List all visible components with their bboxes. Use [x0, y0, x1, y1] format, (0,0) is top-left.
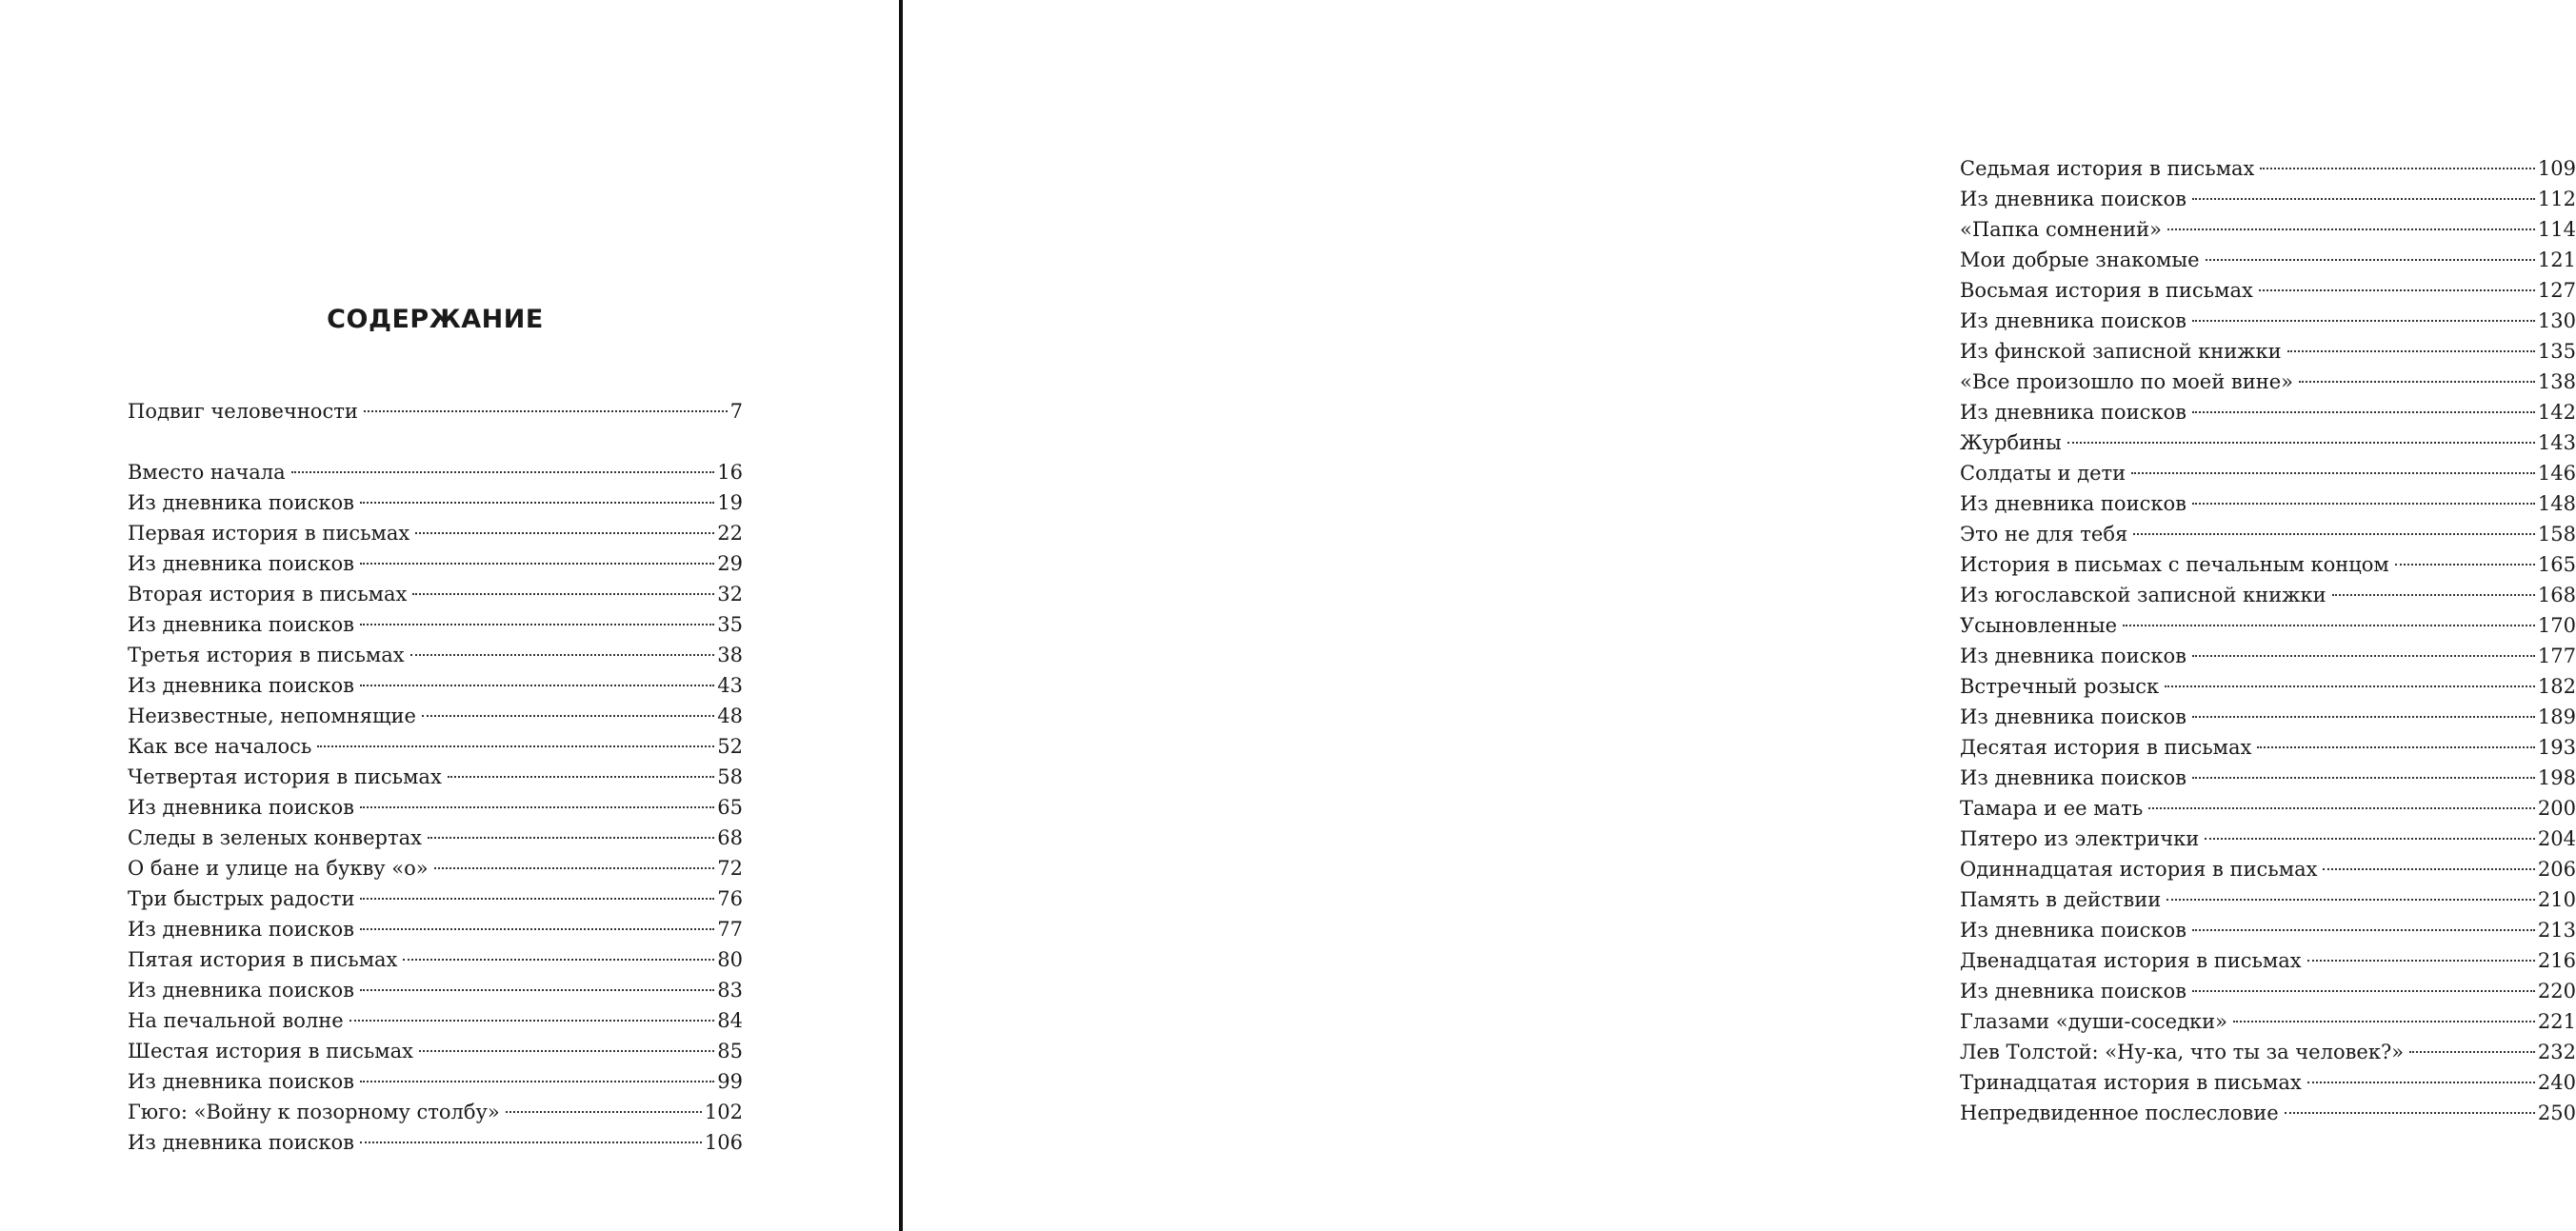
toc-entry [1960, 763, 2576, 793]
toc-entry-title: Солдаты и дети [1960, 462, 2127, 485]
toc-entry [1960, 397, 2576, 427]
toc-entry-title: Из дневника поисков [1960, 401, 2187, 424]
toc-entry-title: Восьмая история в письмах [1960, 279, 2253, 302]
toc-entry-title: Двенадцатая история в письмах [1960, 949, 2302, 972]
toc-entry [128, 457, 743, 487]
dot-leader [2192, 503, 2535, 505]
toc-entry-page-number: 189 [2537, 705, 2576, 728]
dot-leader [412, 593, 714, 595]
toc-entry [128, 487, 743, 518]
toc-entry [1960, 1006, 2576, 1037]
dot-leader [2067, 442, 2535, 444]
toc-entry-page-number: 240 [2537, 1071, 2576, 1094]
toc-entry [128, 1066, 743, 1097]
toc-entry-title: Лев Толстой: «Ну-ка, что ты за человек?» [1960, 1041, 2405, 1063]
toc-entry-page-number: 99 [717, 1070, 743, 1093]
toc-entry-page-number: 106 [704, 1131, 743, 1154]
dot-leader [2192, 655, 2535, 657]
toc-entry-page-number: 43 [717, 674, 743, 697]
dot-leader [2395, 564, 2535, 566]
toc-entry-title: Пятеро из электрички [1960, 827, 2200, 850]
toc-entry-page-number: 127 [2537, 279, 2576, 302]
toc-entry-page-number: 76 [717, 887, 743, 910]
toc-entry-title: Из дневника поисков [1960, 980, 2187, 1003]
toc-entry-page-number: 121 [2537, 248, 2576, 271]
dot-leader [403, 959, 714, 961]
toc-entry [128, 670, 743, 701]
toc-entry-page-number: 210 [2537, 888, 2576, 911]
toc-entry [128, 1097, 743, 1127]
toc-entry-page-number: 232 [2537, 1041, 2576, 1063]
dot-leader [2192, 320, 2535, 322]
toc-entry [128, 1005, 743, 1036]
toc-entry [128, 884, 743, 914]
dot-leader [2192, 990, 2535, 992]
dot-leader [419, 1050, 714, 1052]
dot-leader [360, 1142, 702, 1143]
toc-entry-page-number: 112 [2537, 188, 2576, 210]
toc-entry-title: Из дневника поисков [1960, 188, 2187, 210]
dot-leader [2205, 838, 2535, 840]
toc-entry [1960, 945, 2576, 976]
dot-leader [428, 837, 714, 839]
toc-entry-title: Вторая история в письмах [128, 583, 408, 606]
toc-entry-page-number: 58 [717, 765, 743, 788]
toc-entry-page-number: 7 [729, 400, 743, 423]
toc-entry-title: Из дневника поисков [128, 613, 354, 636]
toc-entry-title: Усыновленные [1960, 614, 2118, 637]
dot-leader [448, 776, 714, 778]
toc-entry-page-number: 213 [2537, 919, 2576, 942]
toc-entry-page-number: 168 [2537, 584, 2576, 606]
toc-entry-title: Из дневника поисков [1960, 645, 2187, 667]
toc-entry-page-number: 158 [2537, 523, 2576, 546]
dot-leader [2287, 350, 2535, 352]
dot-leader [360, 624, 714, 625]
dot-leader [2257, 746, 2535, 748]
toc-entry-page-number: 83 [717, 979, 743, 1002]
toc-entry [1960, 732, 2576, 763]
toc-entry-title: Как все началось [128, 735, 312, 758]
toc-entry [128, 609, 743, 640]
toc-entry-title: Из дневника поисков [1960, 492, 2187, 515]
toc-entry-page-number: 32 [717, 583, 743, 606]
toc-entry-title: Из югославской записной книжки [1960, 584, 2326, 606]
dot-leader [360, 898, 714, 900]
toc-entry [1960, 610, 2576, 641]
toc-entry-page-number: 38 [717, 644, 743, 666]
toc-left-group-2 [128, 457, 743, 1158]
toc-entry-title: Непредвиденное послесловие [1960, 1102, 2279, 1124]
toc-entry-page-number: 29 [717, 552, 743, 575]
dot-leader [291, 471, 715, 473]
toc-entry [1960, 976, 2576, 1006]
dot-leader [2123, 625, 2535, 626]
toc-entry-page-number: 148 [2537, 492, 2576, 515]
toc-entry [128, 914, 743, 944]
toc-entry-title: Вместо начала [128, 461, 286, 484]
dot-leader [2299, 381, 2535, 383]
right-page [903, 0, 2576, 1231]
toc-entry-page-number: 84 [717, 1009, 743, 1032]
dot-leader [360, 502, 714, 504]
toc-entry-title: Тринадцатая история в письмах [1960, 1071, 2302, 1094]
toc-entry [1960, 884, 2576, 915]
dot-leader [2285, 1112, 2535, 1114]
toc-entry [1960, 427, 2576, 458]
toc-entry-page-number: 16 [717, 461, 743, 484]
dot-leader [2233, 1021, 2535, 1023]
dot-leader [360, 989, 714, 991]
dot-leader [2192, 929, 2535, 931]
toc-entry [128, 701, 743, 731]
toc-entry-title: Три быстрых радости [128, 887, 355, 910]
toc-entry [1960, 702, 2576, 732]
dot-leader [2192, 411, 2535, 413]
toc-entry [1960, 793, 2576, 824]
toc-entry [1960, 367, 2576, 397]
toc-entry-page-number: 22 [717, 522, 743, 545]
toc-entry-page-number: 48 [717, 705, 743, 727]
toc-entry [128, 579, 743, 609]
dot-leader [360, 928, 714, 930]
toc-entry-title: Следы в зеленых конвертах [128, 826, 422, 849]
toc-entry [1960, 214, 2576, 245]
toc-entry [128, 548, 743, 579]
toc-entry-page-number: 77 [717, 918, 743, 941]
toc-entry-title: Гюго: «Войну к позорному столбу» [128, 1101, 500, 1123]
toc-entry [1960, 671, 2576, 702]
dot-leader [2133, 533, 2535, 535]
toc-entry [128, 762, 743, 792]
toc-entry [1960, 245, 2576, 275]
toc-entry-page-number: 109 [2537, 157, 2576, 180]
dot-leader [415, 532, 714, 534]
dot-leader [2409, 1051, 2535, 1053]
dot-leader [2206, 259, 2535, 261]
dot-leader [2259, 289, 2535, 291]
toc-entry-title: Из дневника поисков [128, 674, 354, 697]
toc-entry [128, 944, 743, 975]
toc-entry-page-number: 102 [704, 1101, 743, 1123]
dot-leader [410, 654, 715, 656]
toc-entry-title: Четвертая история в письмах [128, 765, 442, 788]
dot-leader [317, 745, 714, 747]
dot-leader [349, 1020, 715, 1022]
toc-entry-page-number: 177 [2537, 645, 2576, 667]
toc-entry-page-number: 204 [2537, 827, 2576, 850]
toc-entry-title: Из дневника поисков [128, 1070, 354, 1093]
toc-entry-title: Из дневника поисков [1960, 766, 2187, 789]
toc-entry [128, 1127, 743, 1158]
toc-entry [1960, 184, 2576, 214]
toc-entry-page-number: 170 [2537, 614, 2576, 637]
toc-entry-page-number: 182 [2537, 675, 2576, 698]
toc-entry-title: О бане и улице на букву «о» [128, 857, 429, 880]
toc-entry [1960, 488, 2576, 519]
toc-entry-title: Третья история в письмах [128, 644, 405, 666]
dot-leader [434, 867, 715, 869]
toc-entry-title: Одиннадцатая история в письмах [1960, 858, 2318, 881]
toc-entry [1960, 854, 2576, 884]
toc-entry [1960, 641, 2576, 671]
toc-entry [1960, 458, 2576, 488]
toc-entry-page-number: 206 [2537, 858, 2576, 881]
toc-entry-title: Это не для тебя [1960, 523, 2128, 546]
toc-entry-page-number: 52 [717, 735, 743, 758]
toc-entry [1960, 549, 2576, 580]
toc-entry-title: Тамара и ее мать [1960, 797, 2144, 820]
toc-entry-page-number: 220 [2537, 980, 2576, 1003]
toc-entry-page-number: 85 [717, 1040, 743, 1062]
dot-leader [360, 685, 714, 686]
toc-entry-title: Первая история в письмах [128, 522, 410, 545]
toc-entry-title: Неизвестные, непомнящие [128, 705, 416, 727]
dot-leader [2260, 168, 2535, 169]
toc-entry-title: Из финской записной книжки [1960, 340, 2282, 363]
toc-entry-page-number: 72 [717, 857, 743, 880]
toc-entry-page-number: 200 [2537, 797, 2576, 820]
toc-entry-page-number: 250 [2537, 1102, 2576, 1124]
toc-entry-title: Шестая история в письмах [128, 1040, 413, 1062]
left-page [0, 0, 899, 1231]
toc-entry [1960, 153, 2576, 184]
toc-entry-title: Из дневника поисков [1960, 705, 2187, 728]
dot-leader [2167, 899, 2535, 901]
dot-leader [2323, 868, 2534, 870]
toc-entry [1960, 915, 2576, 945]
toc-entry-page-number: 19 [717, 491, 743, 514]
dot-leader [2192, 716, 2535, 718]
toc-entry-title: Пятая история в письмах [128, 948, 398, 971]
toc-entry-title: Из дневника поисков [128, 918, 354, 941]
toc-entry [1960, 275, 2576, 306]
toc-entry-title: Из дневника поисков [1960, 309, 2187, 332]
toc-entry-title: Из дневника поисков [128, 491, 354, 514]
toc-entry-page-number: 80 [717, 948, 743, 971]
toc-entry [1960, 1037, 2576, 1067]
toc-entry-page-number: 68 [717, 826, 743, 849]
toc-entry-page-number: 143 [2537, 431, 2576, 454]
toc-entry [128, 1036, 743, 1066]
toc-entry-page-number: 193 [2537, 736, 2576, 759]
dot-leader [2307, 960, 2535, 962]
dot-leader [2167, 228, 2535, 230]
toc-entry-title: Из дневника поисков [128, 796, 354, 819]
toc-entry-page-number: 135 [2537, 340, 2576, 363]
toc-entry [1960, 1067, 2576, 1098]
toc-entry-page-number: 130 [2537, 309, 2576, 332]
toc-entry-title: Из дневника поисков [128, 979, 354, 1002]
toc-right-list [1960, 153, 2576, 1128]
toc-entry-title: История в письмах с печальным концом [1960, 553, 2389, 576]
toc-entry-page-number: 216 [2537, 949, 2576, 972]
dot-leader [2148, 807, 2535, 809]
toc-entry-page-number: 114 [2537, 218, 2576, 241]
toc-entry-page-number: 165 [2537, 553, 2576, 576]
toc-entry-title: Седьмая история в письмах [1960, 157, 2255, 180]
toc-entry [128, 518, 743, 548]
dot-leader [2332, 594, 2535, 596]
toc-entry [128, 823, 743, 853]
toc-entry [128, 792, 743, 823]
toc-entry-title: Из дневника поисков [128, 1131, 354, 1154]
toc-entry-title: «Папка сомнений» [1960, 218, 2162, 241]
toc-entry-page-number: 142 [2537, 401, 2576, 424]
toc-heading: СОДЕРЖАНИЕ [327, 305, 544, 334]
dot-leader [360, 563, 714, 565]
toc-entry-page-number: 138 [2537, 370, 2576, 393]
dot-leader [364, 410, 728, 412]
dot-leader [422, 715, 714, 717]
toc-entry [128, 731, 743, 762]
toc-entry [1960, 580, 2576, 610]
toc-entry [128, 975, 743, 1005]
toc-entry [1960, 824, 2576, 854]
dot-leader [2165, 685, 2535, 687]
toc-entry-page-number: 221 [2537, 1010, 2576, 1033]
toc-entry [1960, 306, 2576, 336]
toc-entry-page-number: 35 [717, 613, 743, 636]
toc-entry-page-number: 146 [2537, 462, 2576, 485]
toc-entry-title: Журбины [1960, 431, 2062, 454]
toc-entry-title: Встречный розыск [1960, 675, 2160, 698]
dot-leader [2192, 777, 2535, 779]
toc-entry [1960, 519, 2576, 549]
toc-entry [128, 640, 743, 670]
toc-entry-title: Десятая история в письмах [1960, 736, 2252, 759]
toc-entry-title: На печальной волне [128, 1009, 344, 1032]
toc-entry-title: Память в действии [1960, 888, 2162, 911]
dot-leader [360, 1081, 714, 1082]
toc-entry-title: Из дневника поисков [128, 552, 354, 575]
toc-entry-title: Мои добрые знакомые [1960, 248, 2200, 271]
toc-entry [128, 396, 743, 427]
toc-entry-title: Глазами «души-соседки» [1960, 1010, 2227, 1033]
dot-leader [2131, 472, 2535, 474]
toc-left-group-1 [128, 396, 743, 427]
toc-entry-title: Из дневника поисков [1960, 919, 2187, 942]
dot-leader [506, 1111, 702, 1113]
toc-entry-page-number: 65 [717, 796, 743, 819]
toc-entry [1960, 1098, 2576, 1128]
dot-leader [2307, 1082, 2535, 1083]
dot-leader [360, 806, 714, 808]
toc-entry [1960, 336, 2576, 367]
toc-entry-title: Подвиг человечности [128, 400, 358, 423]
toc-entry-title: «Все произошло по моей вине» [1960, 370, 2293, 393]
toc-entry [128, 853, 743, 884]
toc-entry-page-number: 198 [2537, 766, 2576, 789]
dot-leader [2192, 198, 2535, 200]
